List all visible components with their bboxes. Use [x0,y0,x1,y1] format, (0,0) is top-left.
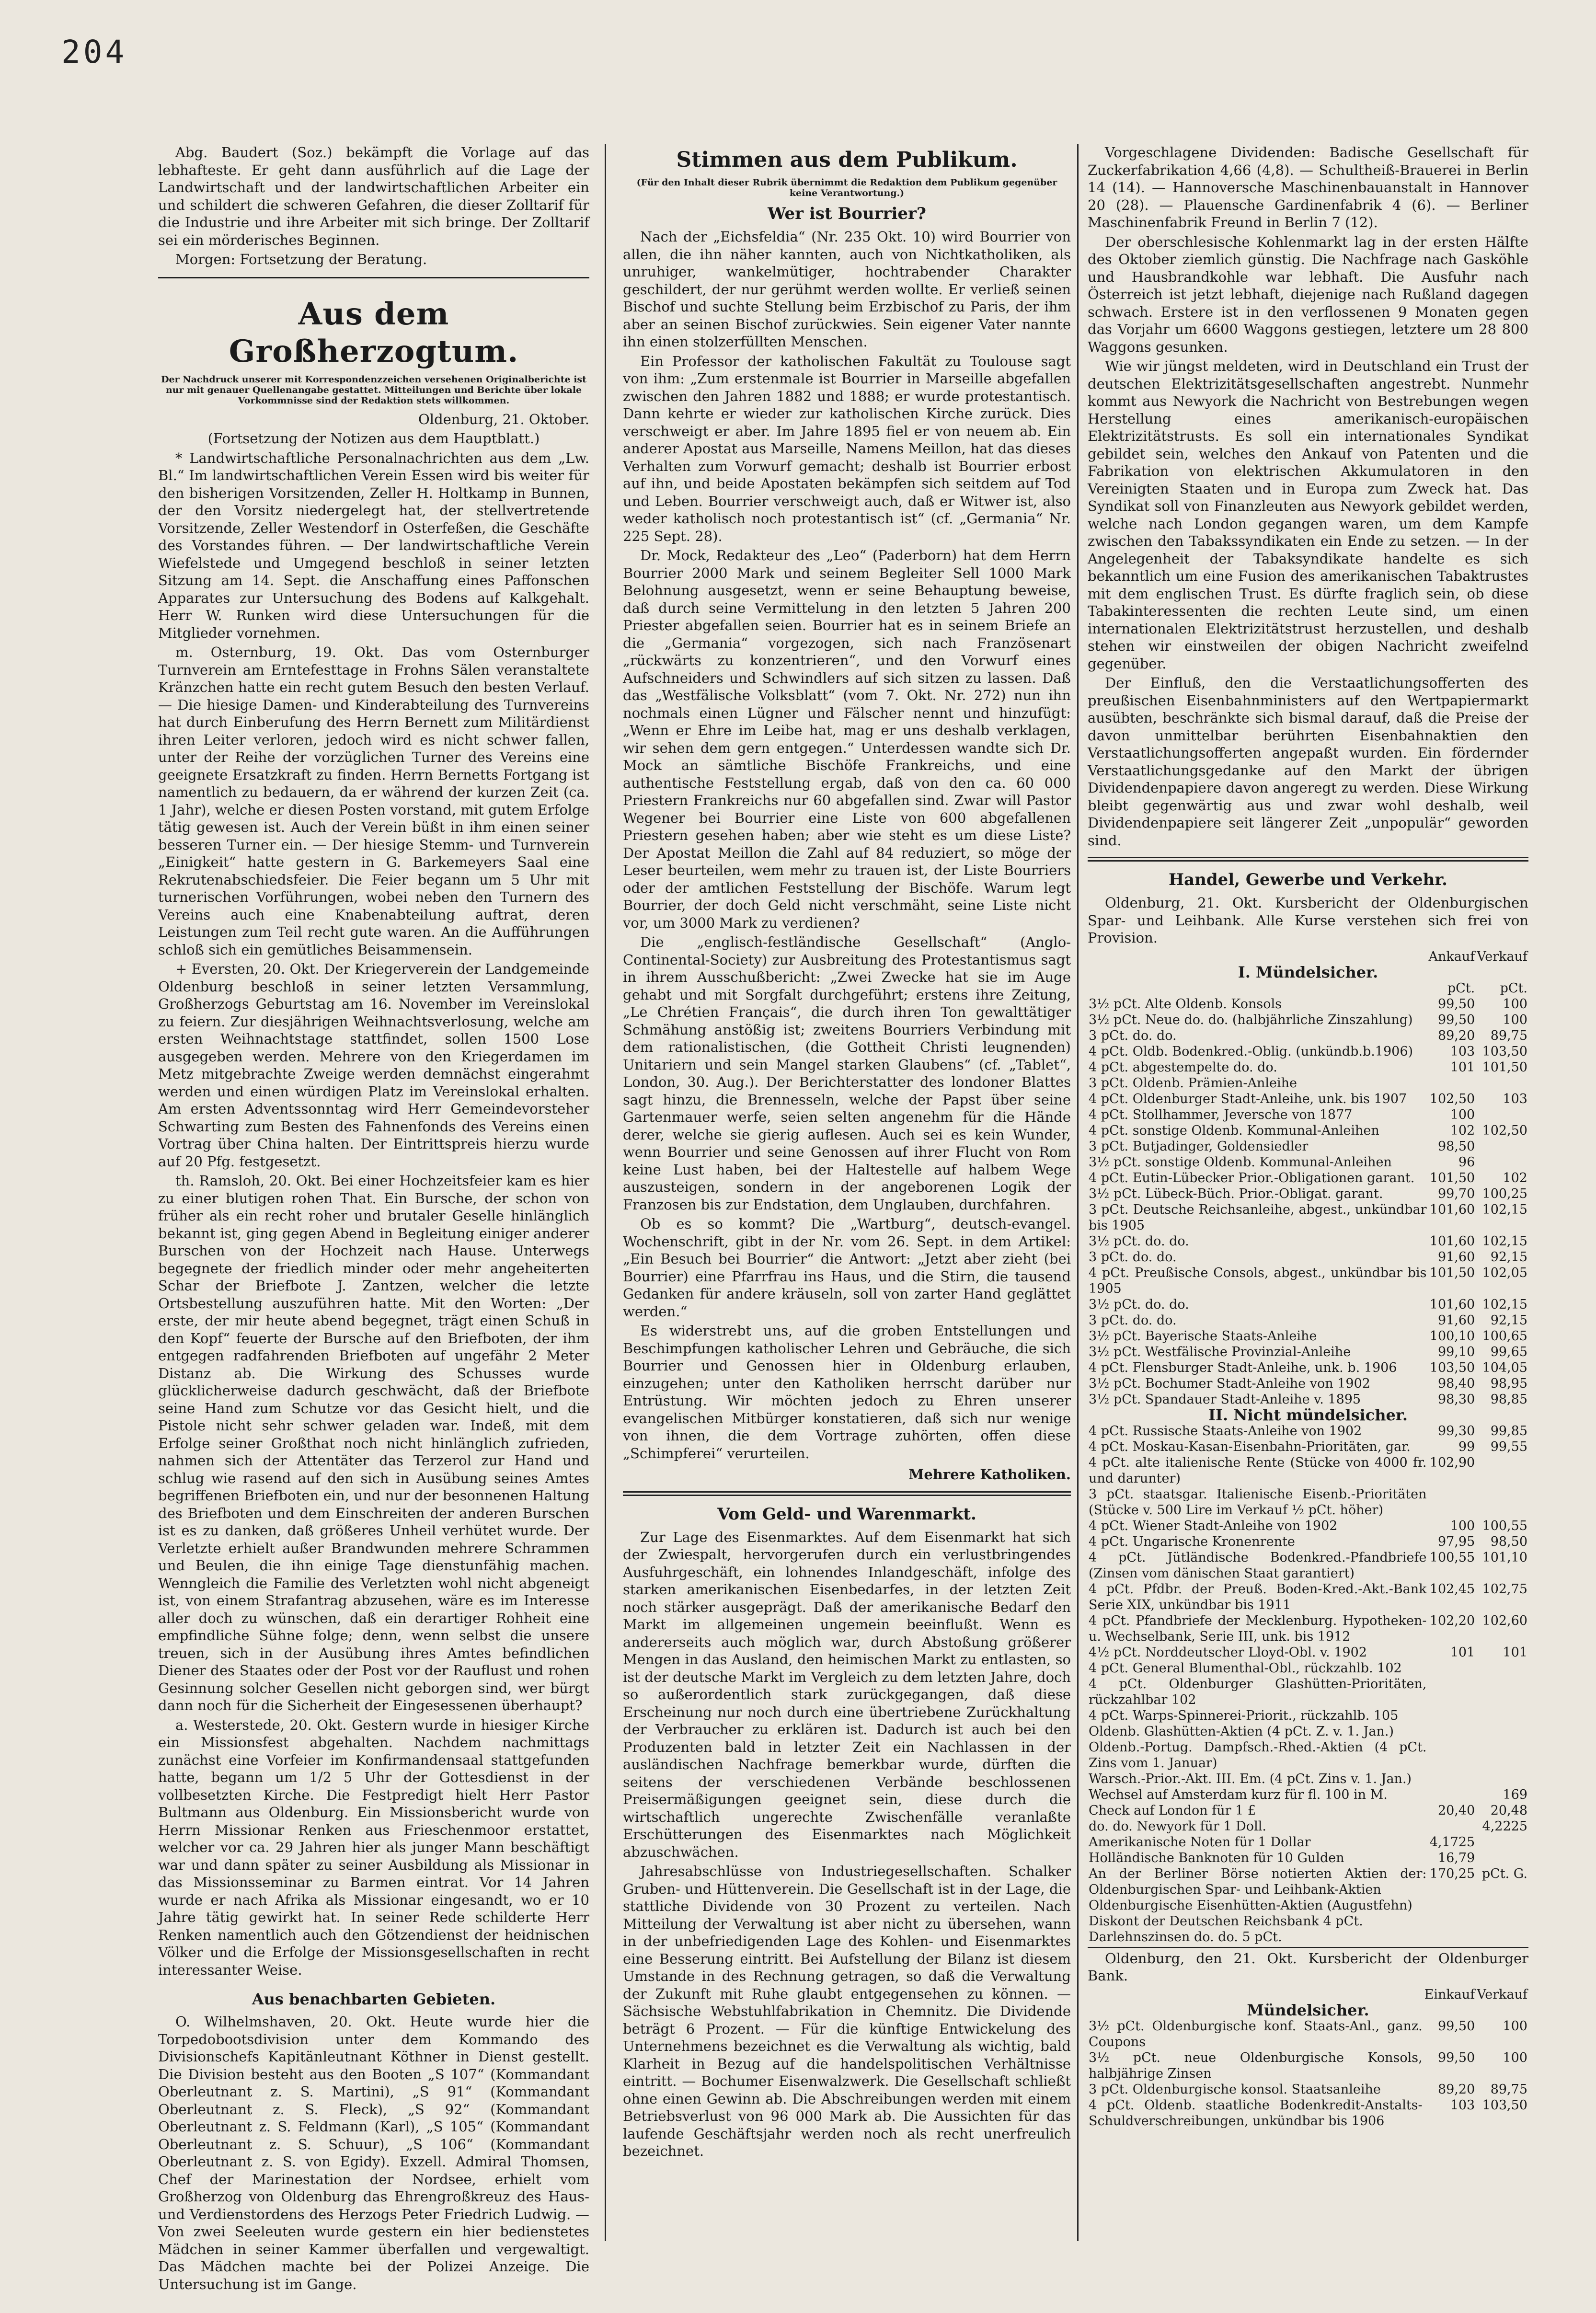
table-rows [1088,2018,1528,2129]
column-2 [623,144,1071,2241]
table-row [1088,1154,1528,1170]
price-sell: 102 [1503,1170,1527,1185]
section-heading: Handel, Gewerbe und Verkehr. [1169,870,1447,889]
price-buy [1428,1739,1476,1771]
table-row [1088,1645,1528,1660]
price-sell: 102,05 [1482,1265,1527,1280]
price-buy: 100,10 [1429,1328,1475,1344]
price-buy: 100 [1450,1518,1475,1533]
price-buy: 99,50 [1437,2050,1475,2065]
security-name: 3½ pCt. Westfälische Provinzial-Anleihe [1089,1344,1351,1359]
price-buy: 170,25 [1429,1866,1475,1881]
table-row [1088,1581,1528,1613]
security-name: Warsch.-Prior.-Akt. III. Em. (4 pCt. Zins v. 1. Jan.) [1089,1771,1412,1786]
price-buy: 101,60 [1429,1233,1475,1249]
table-row [1088,1170,1528,1186]
price-sell: 99,85 [1490,1423,1527,1438]
price-sell: 20,48 [1490,1803,1527,1818]
price-buy: 96 [1458,1154,1475,1170]
price-buy [1428,1787,1476,1803]
price-buy: 100 [1450,1107,1475,1122]
price-sell: 101,10 [1482,1550,1527,1565]
price-sell: 104,05 [1482,1360,1527,1375]
security-name: 4 pCt. sonstige Oldenb. Kommunal-Anleihen [1089,1123,1379,1138]
price-sell: 102,60 [1482,1613,1527,1628]
price-buy: 99,10 [1437,1344,1475,1359]
security-name: 3 pCt. staatsgar. Italienische Eisenb.-Prioritäten (Stücke v. 500 Lire im Verkauf ½ pCt. höher) [1089,1486,1427,1518]
price-sell [1476,1486,1528,1518]
table-row [1088,1249,1528,1265]
security-name: Diskont der Deutschen Reichsbank 4 pCt. [1089,1913,1363,1929]
price-sell: 169 [1503,1787,1527,1802]
price-sell: 101 [1503,1645,1527,1660]
paragraph: Vorgeschlagene Dividenden: Badische Gesellschaft für Zuckerfabrikation 4,66 (4,8). — Schultheiß-Brauerei in Berlin 14 (14). — Hannoversche Maschinenbauanstalt in Hannover 20 (28). — Plauensche Gardinenfabrik 4 (6). — Berliner Maschinenfabrik Freund in Berlin 7 (12). [1088,144,1528,230]
table-row [1088,1297,1528,1312]
table-row [1088,1233,1528,1249]
col-header: Verkauf [1477,949,1527,964]
table-row [1088,1075,1528,1091]
column-1 [158,144,589,2292]
column-rule [605,144,606,2241]
price-sell [1476,1834,1528,1850]
table-row [1088,1012,1528,1028]
price-buy [1428,1724,1476,1739]
security-name: 4 pCt. Warps-Spinnerei-Priorit., rückzahlb. 105 [1089,1708,1399,1723]
price-buy: 101 [1450,1645,1475,1660]
price-sell: 101,50 [1482,1059,1527,1075]
paragraph: Ein Professor der katholischen Fakultät zu Toulouse sagt von ihm: „Zum erstenmale ist Bourrier in Marseille abgefallen zwischen den Jahren 1882 und 1888; er wurde protestantisch. Dann kehrte er wieder zur katholischen Kirche zurück. Dies verschweigt er aber. Im Jahre 1895 fiel er von neuem ab. Ein anderer Apostat aus Marseille, Namens Meillon, hat das dieses Verhalten zum Vorwurf gemacht; deshalb ist Bourrier erbost auf ihn, und beide Apostaten bekämpfen sich seitdem auf Tod und Leben. Bourrier verschweigt auch, daß er Witwer ist, also weder katholisch noch protestantisch ist“ (cf. „Germania“ Nr. 225 Sept. 28). [623,353,1071,544]
security-name: 4 pCt. Jütländische Bodenkred.-Pfandbriefe (Zinsen vom dänischen Staat garantiert) [1089,1550,1427,1581]
table-row [1088,1724,1528,1739]
security-name: 3 pCt. Oldenburgische konsol. Staatsanleihe [1089,2082,1381,2097]
paragraph: Dr. Mock, Redakteur des „Leo“ (Paderborn) hat dem Herrn Bourrier 2000 Mark und seinem Begleiter Sell 1000 Mark Belohnung ausgesetzt, wenn er seine Behauptung beweise, daß durch seine Vermittelung in den letzten 5 Jahren 200 Priester abgefallen seien. Bourrier hat es in seinem Briefe an die „Germania“ vorgezogen, sich nach Französenart „rückwärts zu konzentrieren“, und den Vorwurf eines Aufschneiders und Schwindlers auf sich sitzen zu lassen. Daß das „Westfälische Volksblatt“ (vom 7. Okt. Nr. 272) nun ihn nochmals einen Lügner und Fälscher nennt und hinzufügt: „Wenn er Ehre im Leibe hat, mag er uns deshalb verklagen, wir sehen dem gern entgegen.“ Unterdessen wandte sich Dr. Mock an sämtliche Bischöfe Frankreichs, und eine authentische Feststellung ergab, daß von den ca. 60 000 Priestern Frankreichs nur 60 abgefallen sind. Zwar will Pastor Wegener bei Bourrier eine Liste von 600 abgefallenen Priestern gesehen haben; aber wie steht es um diese Liste? Der Apostat Meillon die Zahl auf 84 reduziert, so möge der Leser beurteilen, wem mehr zu trauen ist, der Liste Bourriers oder der amtlichen Feststellung der Bischöfe. Warum legt Bourrier, der doch Geld nicht verschmäht, seine Liste nicht vor, um 3000 Mark zu verdienen? [623,547,1071,931]
price-sell: 4,2225 [1482,1818,1527,1834]
price-buy: 98,50 [1437,1139,1475,1154]
table-row [1088,1328,1528,1344]
paragraph: O. Wilhelmshaven, 20. Okt. Heute wurde hier die Torpedobootsdivision unter dem Kommando des Divisionschefs Kapitänleutnant Köthner in Dienst gestellt. Die Division besteht aus den Booten „S 107“ (Kommandant Oberleutnant z. S. Martini), „S 91“ (Kommandant Oberleutnant z. S. Fleck), „S 92“ (Kommandant Oberleutnant z. S. Feldmann (Karl), „S 105“ (Kommandant Oberleutnant z. S. Schuur), „S 106“ (Kommandant Oberleutnant z. S. von Egidy). Exzell. Admiral Thomsen, Chef der Marinestation der Nordsee, erhielt vom Großherzog von Oldenburg das Ehrengroßkreuz des Haus- und Verdienstordens des Herzogs Peter Friedrich Ludwig. — Von zwei Seeleuten wurde gestern ein hier bedienstetes Mädchen in seiner Kammer überfallen und vergewaltigt. Das Mädchen machte bei der Polizei Anzeige. Die Untersuchung ist im Gange. [158,2014,589,2292]
table-section: I. Mündelsicher. [1238,963,1378,981]
table-row [1088,1613,1528,1645]
price-buy: 101,50 [1429,1265,1475,1280]
table-row [1088,1898,1528,1913]
table-row [1088,2018,1528,2050]
table-rows [1088,1423,1528,1945]
price-sell [1476,1739,1528,1771]
paragraph: Morgen: Fortsetzung der Beratung. [175,251,427,267]
section-heading: Stimmen aus dem Publikum. [676,148,1018,172]
paragraph: * Landwirtschaftliche Personalnachrichten aus dem „Lw. Bl.“ Im landwirtschaftlichen Verein Essen wird bis weiter für den bisherigen Vorsitzenden, Zeller H. Holtkamp in Bunnen, der den Vorsitz niedergelegt hat, der stellvertretende Vorsitzende, Zeller Westendorf in Osterfeßen, die Geschäfte des Vorstandes führen. — Der landwirtschaftliche Verein Wiefelstede und Umgegend beschloß in seiner letzten Sitzung am 14. Sept. die Anschaffung eines Paffonschen Apparates zur Untersuchung des Bodens auf Kalkgehalt. Herr W. Runken wird diese Untersuchungen für die Mitglieder vornehmen. [158,449,589,641]
price-sell [1476,1898,1528,1913]
price-buy: 98,30 [1437,1392,1475,1407]
price-buy [1428,1708,1476,1724]
price-buy: 99,50 [1437,1012,1475,1027]
price-buy [1428,1913,1476,1929]
table-row [1088,1455,1528,1486]
security-name: 4 pCt. Oldenburger Glashütten-Prioritäten, rückzahlbar 102 [1089,1676,1427,1707]
table-rows [1088,996,1528,1407]
continuation-note: (Fortsetzung der Notizen aus dem Hauptblatt.) [207,430,540,447]
price-buy: 102 [1450,1123,1475,1138]
reprint-note: Der Nachdruck unserer mit Korrespondenzzeichen versehenen Originalberichte ist nur mit genauer Quellenangabe gestattet. Mitteilungen und Berichte über lokale Vorkommnisse sind der Redaktion stets willkommen. [161,374,586,406]
price-sell [1476,1771,1528,1787]
price-sell: 100,25 [1482,1186,1527,1201]
price-sell: 102,15 [1482,1297,1527,1312]
price-buy: 20,40 [1437,1803,1475,1818]
table-row [1088,1107,1528,1123]
price-sell: 98,50 [1490,1534,1527,1549]
security-name: Oldenburgische Eisenhütten-Aktien (Augustfehn) [1089,1898,1412,1913]
security-name: 3½ pCt. Lübeck-Büch. Prior.-Obligat. garant. [1089,1186,1383,1201]
price-sell: 100 [1503,2018,1527,2034]
security-name: 3½ pCt. do. do. [1089,1233,1189,1249]
price-buy [1428,1818,1476,1834]
table-row [1088,1344,1528,1360]
price-buy: 91,60 [1437,1312,1475,1328]
price-buy: 91,60 [1437,1249,1475,1265]
security-name: 4 pCt. Ungarische Kronenrente [1089,1534,1295,1549]
security-name: 3½ pCt. sonstige Oldenb. Kommunal-Anleihen [1089,1154,1392,1170]
security-name: 3½ pCt. Bochumer Stadt-Anleihe von 1902 [1089,1376,1370,1391]
price-sell [1476,1676,1528,1708]
price-sell: 100,65 [1482,1328,1527,1344]
security-name: 4 pCt. Russische Staats-Anleihe von 1902 [1089,1423,1362,1438]
security-name: 3 pCt. do. do. [1089,1312,1177,1328]
table-row [1088,1186,1528,1202]
price-sell: pCt. G. [1481,1866,1527,1881]
security-name: 4 pCt. Oldenburger Stadt-Anleihe, unk. bis 1907 [1089,1091,1407,1106]
security-name: Oldenb. Glashütten-Aktien (4 pCt. Z. v. 1. Jan.) [1089,1724,1394,1739]
table-row [1088,2082,1528,2097]
price-buy: 103 [1450,2097,1475,2113]
security-name: 4 pCt. Pfdbr. der Preuß. Boden-Kred.-Akt.-Bank Serie XIX, unkündbar bis 1911 [1089,1581,1427,1612]
col-header: Ankauf [1428,949,1475,964]
table-row [1088,1439,1528,1455]
security-name: 4½ pCt. Norddeutscher Lloyd-Obl. v. 1902 [1089,1645,1367,1660]
price-buy: 98,40 [1437,1376,1475,1391]
security-name: 4 pCt. Eutin-Lübecker Prior.-Obligationen garant. [1089,1170,1415,1185]
table-row [1088,1044,1528,1059]
paragraph: Oldenburg, den 21. Okt. Kursbericht der Oldenburger Bank. [1088,1950,1528,1984]
price-sell [1476,1660,1528,1676]
security-name: 3½ pCt. Bayerische Staats-Anleihe [1089,1328,1317,1344]
price-sell: 100 [1503,996,1527,1012]
price-buy: 101,60 [1429,1202,1475,1217]
paragraph: Der Einfluß, den die Verstaatlichungsofferten des preußischen Eisenbahnministers auf den Wertpapiermarkt ausübten, beschränkte sich bismal darauf, daß die Preise der davon unmittelbar berührten Eisenbahnaktien den Verstaatlichungsofferten angepaßt wurden. Ein fördernder Verstaatlichungsgedanke auf den Markt der übrigen Dividendenpapiere davon angeregt zu werden. Diese Wirkung bleibt gegenwärtig aus und zwar wohl deshalb, weil Dividendenpapiere seit längerer Zeit „unpopulär“ geworden sind. [1088,675,1528,849]
quotation-table-2 [1088,1987,1528,2129]
table-row [1088,2097,1528,2129]
table-row [1088,1059,1528,1075]
column-3 [1088,144,1528,2241]
price-buy: 99,30 [1437,1423,1475,1438]
dateline: Oldenburg, 21. Oktober. [418,411,589,427]
security-name: 3½ pCt. do. do. [1089,1297,1189,1312]
price-buy: 89,20 [1437,2082,1475,2097]
table-row [1088,1708,1528,1724]
price-sell [1476,1139,1528,1154]
table-row [1088,1771,1528,1787]
price-buy [1428,1676,1476,1708]
table-row [1088,1929,1528,1945]
price-buy: 100,55 [1429,1550,1475,1565]
security-name: 3 pCt. Oldenb. Prämien-Anleihe [1089,1075,1297,1091]
security-name: 4 pCt. alte italienische Rente (Stücke von 4000 fr. und darunter) [1089,1455,1427,1486]
security-name: 4 pCt. Wiener Stadt-Anleihe von 1902 [1089,1518,1338,1533]
paragraph: Nach der „Eichsfeldia“ (Nr. 235 Okt. 10) wird Bourrier von allen, die ihn näher kannten, auch von Nichtkatholiken, als unruhiger, wankelmütiger, hochtrabender Charakter geschildert, der nur gerühmt werden wollte. Er verließ seinen Bischof und suchte Stellung beim Erzbischof zu Paris, der ihm aber an seinen Bischof zurückwies. Sein eigener Vater nannte ihn einen stolzerfüllten Menschen. [623,229,1071,350]
price-sell: 100 [1503,2050,1527,2065]
price-sell [1476,1913,1528,1929]
price-sell: 103,50 [1482,2097,1527,2113]
price-sell [1476,1929,1528,1945]
price-buy [1428,1929,1476,1945]
security-name: 4 pCt. Pfandbriefe der Mecklenburg. Hypotheken- u. Wechselbank, Serie III, unk. bis 1912 [1089,1613,1427,1644]
price-sell [1476,1075,1528,1091]
price-sell: 89,75 [1490,1028,1527,1043]
price-buy: 99,50 [1437,996,1475,1012]
table-row [1088,1091,1528,1107]
price-sell: 98,85 [1490,1392,1527,1407]
price-buy: 4,1725 [1429,1834,1475,1850]
table-row [1088,1423,1528,1439]
table-row [1088,1312,1528,1328]
table-row [1088,996,1528,1012]
price-buy: 101 [1450,1059,1475,1075]
section-heading: Aus dem Großherzogtum. [229,296,519,369]
security-name: do. do. Newyork für 1 Doll. [1089,1818,1266,1834]
divider [1088,1947,1528,1948]
price-buy: 101,60 [1429,1297,1475,1312]
paragraph: Die „englisch-festländische Gesellschaft“ (Anglo-Continental-Society) zur Ausbreitung des Protestantismus sagt in ihrem Ausschußbericht: „Zwei Zwecke hat sie im Auge gehabt und mit Sorgfalt durchgeführt; erstens ihre Zeitung, „Le Chrétien Français“, die durch ihren Ton gewalttätiger Schmähung anstößig ist; zweitens Bourriers Verbindung mit dem rationalistischen, (die Gottheit Christi leugnenden) Unitariern und sein Mangel starken Glaubens“ (cf. „Tablet“, London, 30. Aug.). Der Berichterstatter des londoner Blattes sagt hinzu, die Brennesseln, welche der Papst über seine Gartenmauer werfe, seien selten angenehm für die Hände derer, welche sie gierig auflesen. Auch sei es kein Wunder, wenn Bourrier und seine Genossen auf ihrer Flucht von Rom keine Lust haben, bei der Haltestelle auf halbem Wege auszusteigen, sondern in der angeborenen Logik der Franzosen bis zur Endstation, dem Unglauben, durchfahren. [623,934,1071,1213]
price-buy: 99 [1458,1439,1475,1454]
price-buy: 99,70 [1437,1186,1475,1201]
security-name: Check auf London für 1 £ [1089,1803,1256,1818]
security-name: 3 pCt. do. do. [1089,1028,1177,1043]
paragraph: Zur Lage des Eisenmarktes. Auf dem Eisenmarkt hat sich der Zwiespalt, hervorgerufen durch ein verlustbringendes Ausfuhrgeschäft, ein lohnendes Inlandgeschäft, infolge des starken amerikanischen Eisenbedarfes, in der letzten Zeit noch stärker ausgeprägt. Daß der amerikanische Bedarf den Markt im allgemeinen ungemein beeinflußt. Wenn es andererseits auch möglich war, durch Abstoßung größerer Mengen in das Ausland, den heimischen Markt zu entlasten, so ist der deutsche Markt im Vergleich zu dem letzten Jahre, doch so außerordentlich stark zurückgegangen, daß diese Erscheinung nur noch durch eine übertriebene Zurückhaltung der Verbraucher zu erklären ist. Dadurch ist auch bei den Produzenten bald in letzter Zeit ein Nachlassen in der ausländischen Nachfrage bemerkbar wurde, dürften die seitens der verschiedenen Verbände beschlossenen Preisermäßigungen geeignet sein, diese durch die wirtschaftlich ungerechte Zwischenfälle veranlaßte Erschütterungen des Eisenmarktes nach Möglichkeit abzuschwächen. [623,1529,1071,1860]
divider [158,277,589,278]
security-name: 4 pCt. General Blumenthal-Obl., rückzahlb. 102 [1089,1660,1402,1676]
paragraph: Der oberschlesische Kohlenmarkt lag in der ersten Hälfte des Oktober ziemlich günstig. Die Nachfrage nach Gasköhle und Hausbrandkohle war lebhaft. Die Ausfuhr nach Österreich ist jetzt lebhaft, diejenige nach Rußland dagegen schwach. Erstere ist in den verflossenen 9 Monaten gegen das Vorjahr um 6600 Waggons gestiegen, letztere um 28 800 Waggons gesunken. [1088,233,1528,355]
price-sell: 89,75 [1490,2082,1527,2097]
table-row [1088,1660,1528,1676]
unit-label: pCt. [1447,980,1475,996]
table-row [1088,1550,1528,1581]
security-name: 3½ pCt. neue Oldenburgische Konsols, halbjährige Zinsen [1089,2050,1423,2081]
table-row [1088,1787,1528,1803]
table-row [1088,1139,1528,1154]
security-name: 4 pCt. Oldenb. staatliche Bodenkredit-Anstalts-Schuldverschreibungen, unkündbar bis 1906 [1089,2097,1423,2129]
table-row [1088,1376,1528,1392]
table-row [1088,1392,1528,1407]
table-row [1088,1123,1528,1139]
section-heading: Vom Geld- und Warenmarkt. [717,1504,976,1524]
table-row [1088,1202,1528,1233]
price-buy: 102,20 [1429,1613,1475,1628]
price-buy: 101,50 [1429,1170,1475,1185]
table-row [1088,1028,1528,1044]
security-name: 4 pCt. Stollhammer, Jeversche von 1877 [1089,1107,1353,1122]
table-row [1088,1486,1528,1518]
divider [1088,857,1528,862]
table-section: Mündelsicher. [1247,2001,1369,2019]
security-name: Holländische Banknoten für 10 Gulden [1089,1850,1344,1865]
disclaimer-note: (Für den Inhalt dieser Rubrik übernimmt die Redaktion dem Publikum gegenüber keine Verantwortung.) [636,177,1057,198]
table-row [1088,2050,1528,2082]
table-row [1088,1534,1528,1550]
signature: Mehrere Katholiken. [908,1466,1071,1483]
table-row [1088,1803,1528,1818]
paragraph: Es widerstrebt uns, auf die groben Entstellungen und Beschimpfungen katholischer Lehren und Gebräuche, die sich Bourrier und Genossen hier in Oldenburg erlauben, einzugehen; unter den Katholiken herrscht darüber nur Entrüstung. Wir möchten jedoch zu Ehren unserer evangelischen Mitbürger konstatieren, daß sich nur wenige von ihnen, die dem Vortrage zuhörten, offen diese „Schimpferei“ verurteilen. [623,1323,1071,1461]
price-buy [1428,1898,1476,1913]
price-sell: 102,15 [1482,1202,1527,1217]
price-sell: 102,75 [1482,1581,1527,1597]
security-name: 3 pCt. do. do. [1089,1249,1177,1265]
price-sell [1476,1708,1528,1724]
table-row [1088,1739,1528,1771]
price-buy: 102,45 [1429,1581,1475,1597]
security-name: Oldenb.-Portug. Dampfsch.-Rhed.-Aktien (4 pCt. Zins vom 1. Januar) [1089,1739,1427,1771]
price-buy [1428,1075,1476,1091]
price-sell: 99,55 [1490,1439,1527,1454]
security-name: 3½ pCt. Spandauer Stadt-Anleihe v. 1895 [1089,1392,1361,1407]
table-row [1088,1676,1528,1708]
price-sell: 102,15 [1482,1233,1527,1249]
article-heading: Wer ist Bourrier? [768,204,926,223]
paragraph: Jahresabschlüsse von Industriegesellschaften. Schalker Gruben- und Hüttenverein. Die Gesellschaft ist in der Lage, die stattliche Dividende von 30 Prozent zu verteilen. Nach Mitteilung der Verwaltung ist aber nicht zu übersehen, wann in der unbefriedigenden Lage des Kohlen- und Eisenmarktes eine Besserung eintritt. Bei Aufstellung der Bilanz ist diesem Umstande in des Rechnung getragen, so daß die Verwaltung der Zukunft mit Ruhe glaubt entgegensehen zu können. — Sächsische Webstuhlfabrikation in Chemnitz. Die Dividende beträgt 6 Prozent. — Für die künftige Entwickelung des Unternehmens bezeichnet es die Verwaltung als wichtig, bald Klarheit in Bezug auf die handelspolitischen Verhältnisse eintritt. — Bochumer Eisenwalzwerk. Die Gesellschaft schließt ohne einen Gewinn ab. Die Abschreibungen werden mit einem Betriebsverlust von 96 000 Mark ab. Die Aussichten für das laufende Geschäftsjahr werden noch als recht unerfreulich bezeichnet. [623,1863,1071,2159]
paragraph: m. Osternburg, 19. Okt. Das vom Osternburger Turnverein am Erntefesttage in Frohns Sälen veranstaltete Kränzchen hatte ein recht gutem Besuch den besten Verlauf. — Die hiesige Damen- und Kinderabteilung des Turnvereins hat durch Einberufung des Herrn Bernett zum Militärdienst ihren Leiter verloren, jedoch wird es nicht schwer fallen, unter der Reihe der vorzüglichen Turner des Vereins eine geeignete Ersatzkraft zu finden. Herrn Bernetts Fortgang ist namentlich zu bedauern, da er während der kurzen Zeit (ca. 1 Jahr), welche er diesen Posten vorstand, mit gutem Erfolge tätig gewesen ist. Auch der Verein büßt in ihm einen seiner besseren Turner ein. — Der hiesige Stemm- und Turnverein „Einigkeit“ hatte gestern in G. Barkemeyers Saal eine Rekrutenabschiedsfeier. Die Feier begann um 5 Uhr mit turnerischen Vorführungen, wobei neben den Turnern des Vereins auch eine Knabenabteilung auftrat, deren Leistungen zum Teil recht gute waren. An die Aufführungen schloß sich ein gemütliches Beisammensein. [158,644,589,958]
column-rule [1077,144,1079,2241]
price-buy [1428,1486,1476,1518]
security-name: 3½ pCt. Neue do. do. (halbjährliche Zinszahlung) [1089,1012,1413,1027]
table-row [1088,1850,1528,1866]
price-sell [1476,1154,1528,1170]
price-buy [1428,1771,1476,1787]
section-heading: Aus benachbarten Gebieten. [252,1990,496,2008]
security-name: 4 pCt. abgestempelte do. do. [1089,1059,1277,1075]
price-sell: 102,50 [1482,1123,1527,1138]
unit-label: pCt. [1500,980,1527,996]
table-row [1088,1866,1528,1898]
quotation-table [1088,949,1528,1945]
price-buy: 102,90 [1429,1455,1475,1470]
paragraph: + Eversten, 20. Okt. Der Kriegerverein der Landgemeinde Oldenburg beschloß in seiner letzten Versammlung, Großherzogs Geburtstag am 16. November im Vereinslokal zu feiern. Zur diesjährigen Weihnachtsverlosung, welche am ersten Weihnachtstage stattfindet, sollen 1500 Lose ausgegeben werden. Mehrere von den Kriegerdamen im Metz mitgebrachte Zweige werden demnächst eingerahmt werden und einen würdigen Platz im Vereinslokal erhalten. Am ersten Adventssonntag wird Herr Gemeindevorsteher Schwarting zum Besten des Fahnenfonds des Vereins einen Vortrag über China halten. Der Eintrittspreis hierzu wurde auf 20 Pfg. festgesetzt. [158,961,589,1170]
price-sell: 99,65 [1490,1344,1527,1359]
table-section: II. Nicht mündelsicher. [1208,1405,1408,1424]
col-header: Einkauf [1424,1987,1475,2002]
page-number: 204 [61,34,127,70]
price-sell: 103,50 [1482,1044,1527,1059]
price-buy: 16,79 [1437,1850,1475,1865]
security-name: 3½ pCt. Oldenburgische konf. Staats-Anl., ganz. Coupons [1089,2018,1423,2049]
table-row [1088,1913,1528,1929]
price-sell: 92,15 [1490,1249,1527,1265]
paragraph: Ob es so kommt? Die „Wartburg“, deutsch-evangel. Wochenschrift, gibt in der Nr. vom 26. Sept. in dem Artikel: „Ein Besuch bei Bourrier“ die Antwort: „Jetzt aber zieht (bei Bourrier) eine Pfarrfrau ins Haus, und die Stirn, die tausend Gedanken für andere kräuseln, soll von zarter Hand geglättet werden.“ [623,1216,1071,1320]
security-name: An der Berliner Börse notierten Aktien der: Oldenburgischen Spar- und Leihbank-Aktien [1089,1866,1427,1897]
table-row [1088,1518,1528,1534]
security-name: 4 pCt. Oldb. Bodenkred.-Oblig. (unkündb.b.1906) [1089,1044,1413,1059]
price-buy: 103,50 [1429,1360,1475,1375]
security-name: 4 pCt. Flensburger Stadt-Anleihe, unk. b. 1906 [1089,1360,1397,1375]
table-row [1088,1818,1528,1834]
price-sell: 92,15 [1490,1312,1527,1328]
security-name: Wechsel auf Amsterdam kurz für fl. 100 in M. [1089,1787,1388,1802]
price-sell [1476,1455,1528,1486]
price-buy: 89,20 [1437,1028,1475,1043]
security-name: Amerikanische Noten für 1 Dollar [1089,1834,1311,1850]
table-row [1088,1834,1528,1850]
price-buy: 103 [1450,1044,1475,1059]
paragraph: a. Westerstede, 20. Okt. Gestern wurde in hiesiger Kirche ein Missionsfest abgehalten. Nachdem nachmittags zunächst eine Vorfeier im Konfirmandensaal stattgefunden hatte, begann um 1/2 5 Uhr der Gottesdienst in der vollbesetzten Kirche. Die Festpredigt hielt Herr Pastor Bultmann aus Oldenburg. Ein Missionsbericht wurde von Herrn Missionar Renken aus Frieschenmoor erstattet, welcher vor ca. 29 Jahren hier als junger Mann beschäftigt war und dann später zu seiner Ausbildung als Missionar in das Missionsseminar zu Barmen eintrat. Vor 14 Jahren wurde er nach Afrika als Missionar eingesandt, wo er 10 Jahre tätig gewirkt hat. In seiner Rede schilderte Herr Renken namentlich auch den Götzendienst der heidnischen Völker und die Erfolge der Missionsgesellschaften in recht interessanter Weise. [158,1716,589,1978]
table-row [1088,1265,1528,1297]
price-sell: 100 [1503,1012,1527,1027]
price-buy: 102,50 [1429,1091,1475,1106]
price-sell: 98,95 [1490,1376,1527,1391]
paragraph: Abg. Baudert (Soz.) bekämpft die Vorlage auf das lebhafteste. Er geht dann ausführlich auf die Lage der Landwirtschaft und der landwirtschaftlichen Arbeiter ein und schildert die schweren Gefahren, die dieser Zolltarif für die Industrie und ihre Arbeiter mit sich bringe. Der Zolltarif sei ein mörderisches Beginnen. [158,144,589,248]
security-name: 4 pCt. Preußische Consols, abgest., unkündbar bis 1905 [1089,1265,1427,1296]
paragraph: Wie wir jüngst meldeten, wird in Deutschland ein Trust der deutschen Elektrizitätsgesellschaften angestrebt. Nunmehr kommt aus Newyork die Nachricht von Bestrebungen wegen Herstellung eines amerikanisch-europäischen Elektrizitätstrusts. Es soll ein internationales Syndikat gebildet sein, welches den Ankauf von Patenten und die Fabrikation von elektrischen Akkumulatoren in den Vereinigten Staaten und in Europa zum Zweck hat. Das Syndikat soll von Finanzleuten aus Newyork gebildet werden, welche nach London gegangen waren, um dem Kampfe zwischen den Tabakssyndikaten ein Ende zu setzen. — In der Angelegenheit der Tabaksyndikate handelte es sich bekanntlich um eine Fusion des amerikanischen Tabaktrustes mit dem englischen Trust. Es dürfte fraglich sein, ob diese Tabakinteressenten die rechten Leute sind, um einen internationalen Elektrizitätstrust herzustellen, und deshalb stehen wir einstweilen der obigen Nachricht zweifelnd gegenüber. [1088,358,1528,672]
price-sell [1476,1850,1528,1866]
security-name: 3½ pCt. Alte Oldenb. Konsols [1089,996,1282,1012]
table-row [1088,1360,1528,1376]
divider [623,1491,1071,1496]
col-header: Verkauf [1477,1987,1527,2002]
price-buy [1428,1660,1476,1676]
price-buy: 99,50 [1437,2018,1475,2034]
paragraph: th. Ramsloh, 20. Okt. Bei einer Hochzeitsfeier kam es hier zu einer blutigen rohen That. Ein Bursche, der schon von früher als ein recht roher und brutaler Geselle hinlänglich bekannt ist, ging gegen Abend in Begleitung einiger anderer Burschen von der Hochzeit nach Hause. Unterwegs begegnete der friedlich minder oder mehr angeheiterten Schar der Briefbote J. Zantzen, welcher die letzte Ortsbestellung auszuführen hatte. Mit den Worten: „Der erste, der mir heute abend begegnet, trägt einen Schuß in den Kopf“ feuerte der Bursche auf den Briefboten, der ihm entgegen radfahrenden Briefboten auf ungefähr 2 Meter Distanz ab. Die Wirkung des Schusses wurde glücklicherweise dadurch geschwächt, daß der Briefbote seine Hand zum Schutze vor das Gesicht hielt, und die Pistole nicht sehr schwer geladen war. Indeß, mit dem Erfolge seiner Großthat noch nicht hinlänglich zufrieden, nahmen sich der Attentäter das Terzerol zur Hand und schlug wie rasend auf den sich in Ausübung seines Amtes begriffenen Briefboten ein, und nur der besonnenen Haltung des Briefboten und dem Einschreiten der anderen Burschen ist es zu danken, daß größeres Unheil verhütet wurde. Der Verletzte erhielt außer Brandwunden mehrere Schrammen und Beulen, die ihn einige Tage dienstunfähig machen. Wenngleich die Familie des Verletzten wohl nicht abgeneigt ist, von einem Strafantrag abzusehen, wäre es im Interesse aller doch zu wünschen, daß ein derartiger Rohheit eine empfindliche Sühne folge; denn, wenn selbst die unsere treuen, sich in der Ausübung ihres Amtes befindlichen Diener des Staates oder der Post vor der Rauflust und rohen Gesinnung solcher Gesellen nicht geborgen sind, wer bürgt dann noch für die Sicherheit der Eingesessenen überhaupt? [158,1173,589,1714]
price-buy: 97,95 [1437,1534,1475,1549]
security-name: Darlehnszinsen do. do. 5 pCt. [1089,1929,1282,1945]
price-sell: 103 [1503,1091,1527,1106]
security-name: 3 pCt. Deutsche Reichsanleihe, abgest., unkündbar bis 1905 [1089,1202,1427,1233]
security-name: 4 pCt. Moskau-Kasan-Eisenbahn-Prioritäten, gar. [1089,1439,1411,1454]
price-sell: 100,55 [1482,1518,1527,1533]
security-name: 3 pCt. Butjadinger, Goldensiedler [1089,1139,1309,1154]
paragraph: Oldenburg, 21. Okt. Kursbericht der Oldenburgischen Spar- und Leihbank. Alle Kurse verstehen sich frei von Provision. [1088,895,1528,946]
price-sell [1476,1107,1528,1123]
price-sell [1476,1724,1528,1739]
